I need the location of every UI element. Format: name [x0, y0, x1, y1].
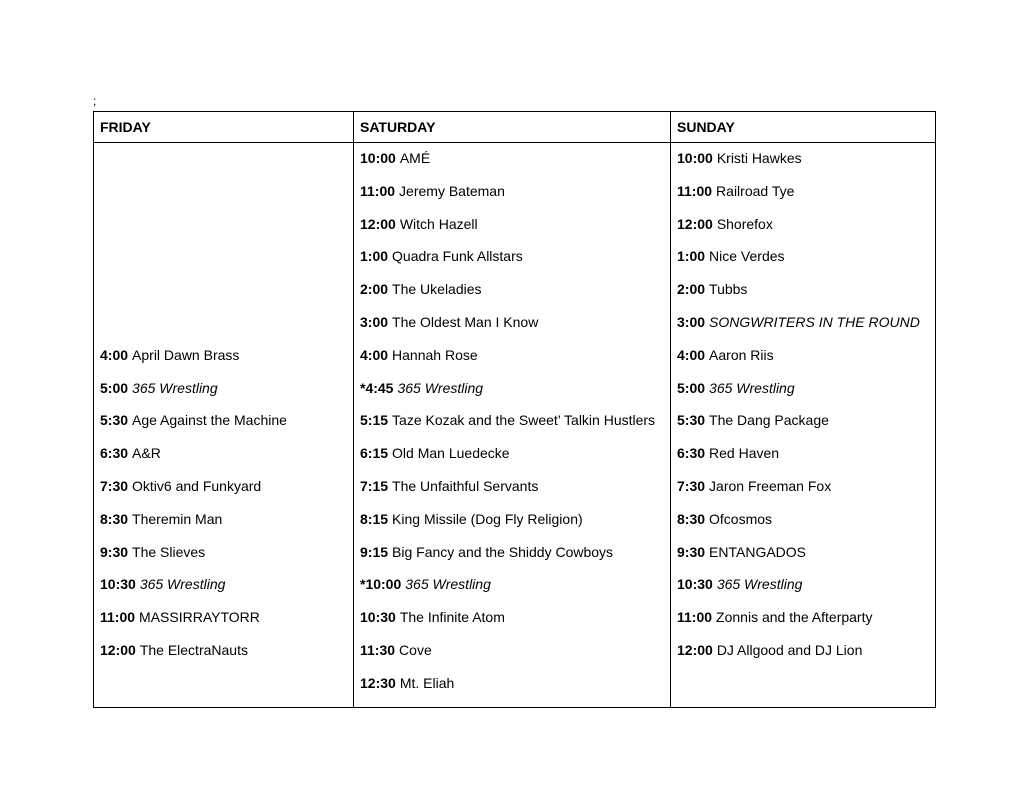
slot-act: Railroad Tye: [716, 182, 795, 199]
schedule-slot: [100, 346, 347, 379]
slot-time: *10:00: [360, 576, 402, 593]
slot-time: 12:00: [677, 641, 713, 658]
slot-act: Tubbs: [709, 281, 748, 298]
slot-act: A&R: [132, 445, 161, 462]
slot-act: Taze Kozak and the Sweet’ Talkin Hustlers: [392, 412, 656, 429]
slot-act: Ofcosmos: [709, 510, 773, 527]
slot-time: 10:30: [100, 576, 136, 593]
slot-time: 10:30: [360, 609, 396, 626]
friday-column: [94, 143, 354, 708]
schedule-slot: [360, 247, 664, 280]
schedule-slot: [677, 346, 929, 379]
schedule-slot: [100, 411, 347, 444]
schedule-slot: [360, 510, 664, 543]
schedule-slot: [360, 182, 664, 215]
schedule-slot: [677, 510, 929, 543]
schedule-slot: [360, 313, 664, 346]
slot-time: 5:00: [100, 379, 129, 396]
schedule-slot: [360, 674, 664, 707]
slot-act: Theremin Man: [132, 510, 223, 527]
schedule-slot: [677, 608, 929, 641]
slot-act: King Missile (Dog Fly Religion): [392, 510, 583, 527]
slot-act: Big Fancy and the Shiddy Cowboys: [392, 543, 614, 560]
schedule-body-row: [94, 143, 936, 708]
slot-act: The Slieves: [132, 543, 206, 560]
schedule-slot: [677, 280, 929, 313]
slot-time: *4:45: [360, 379, 394, 396]
slot-time: 12:30: [360, 674, 396, 691]
slot-time: 5:15: [360, 412, 389, 429]
slot-time: 1:00: [677, 248, 706, 265]
slot-time: 6:30: [677, 445, 706, 462]
festival-schedule-table: [93, 111, 936, 708]
slot-act: 365 Wrestling: [716, 576, 803, 593]
slot-act: MASSIRRAYTORR: [139, 609, 260, 626]
slot-time: 10:30: [677, 576, 713, 593]
slot-time: 6:30: [100, 445, 129, 462]
slot-act: Oktiv6 and Funkyard: [132, 477, 262, 494]
header-sunday: SUNDAY: [671, 112, 936, 143]
schedule-slot: [677, 575, 929, 608]
slot-act: Mt. Eliah: [399, 674, 455, 691]
slot-act: Jaron Freeman Fox: [709, 477, 832, 494]
slot-act: 365 Wrestling: [405, 576, 491, 593]
slot-time: 4:00: [100, 346, 129, 363]
slot-time: 12:00: [360, 215, 396, 232]
schedule-slot: [100, 379, 347, 412]
slot-act: Quadra Funk Allstars: [392, 248, 523, 265]
slot-time: 9:30: [677, 543, 706, 560]
friday-slot-list: [100, 143, 347, 707]
schedule-slot: [677, 641, 929, 674]
header-saturday: SATURDAY: [354, 112, 671, 143]
slot-act: The Ukeladies: [392, 281, 482, 298]
header-row: [94, 112, 936, 143]
schedule-slot: [677, 215, 929, 248]
slot-time: 6:15: [360, 445, 389, 462]
saturday-column: [354, 143, 671, 708]
slot-act: Aaron Riis: [709, 346, 774, 363]
slot-time: 3:00: [360, 313, 389, 330]
slot-act: ENTANGADOS: [709, 543, 807, 560]
slot-act: April Dawn Brass: [132, 346, 240, 363]
slot-time: 8:30: [677, 510, 706, 527]
schedule-slot: [360, 444, 664, 477]
slot-time: 4:00: [360, 346, 389, 363]
slot-act: Witch Hazell: [399, 215, 478, 232]
schedule-slot: [677, 182, 929, 215]
slot-time: 9:30: [100, 543, 129, 560]
schedule-slot: [100, 510, 347, 543]
slot-time: 11:00: [677, 182, 713, 199]
slot-time: 1:00: [360, 248, 389, 265]
slot-act: 365 Wrestling: [139, 576, 226, 593]
schedule-slot: [100, 477, 347, 510]
slot-time: 10:00: [677, 150, 713, 166]
slot-time: 10:00: [360, 150, 396, 166]
slot-act: 365 Wrestling: [709, 379, 795, 396]
slot-time: 11:00: [677, 609, 713, 626]
schedule-slot: [677, 543, 929, 576]
schedule-slot: [677, 313, 929, 346]
schedule-slot: [677, 149, 929, 182]
slot-time: 8:15: [360, 510, 389, 527]
schedule-slot: [360, 543, 664, 576]
schedule-slot: [360, 215, 664, 248]
slot-act: SONGWRITERS IN THE ROUND: [709, 313, 920, 330]
slot-time: 5:30: [677, 412, 706, 429]
slot-time: 4:00: [677, 346, 706, 363]
slot-time: 5:30: [100, 412, 129, 429]
slot-time: 2:00: [677, 281, 706, 298]
slot-act: The Infinite Atom: [399, 609, 505, 626]
slot-time: 12:00: [100, 641, 136, 658]
slot-act: Old Man Luedecke: [392, 445, 510, 462]
slot-act: AMÉ: [399, 150, 431, 166]
slot-time: 8:30: [100, 510, 129, 527]
slot-act: The Unfaithful Servants: [392, 477, 539, 494]
slot-time: 7:30: [677, 477, 706, 494]
schedule-slot: [100, 543, 347, 576]
slot-act: DJ Allgood and DJ Lion: [716, 641, 863, 658]
schedule-slot: [360, 346, 664, 379]
schedule-slot: [360, 575, 664, 608]
sunday-slot-list: [677, 143, 929, 707]
schedule-slot: [100, 575, 347, 608]
schedule-slot: [677, 444, 929, 477]
sunday-column: [671, 143, 936, 708]
slot-time: 5:00: [677, 379, 706, 396]
slot-time: 12:00: [677, 215, 713, 232]
slot-act: The Dang Package: [709, 412, 829, 429]
schedule-slot: [360, 608, 664, 641]
schedule-slot: [100, 608, 347, 641]
slot-act: Zonnis and the Afterparty: [716, 609, 873, 626]
slot-act: Age Against the Machine: [132, 412, 287, 429]
stray-semicolon: ;: [93, 94, 97, 108]
slot-act: Cove: [399, 641, 432, 658]
schedule-slot: [677, 379, 929, 412]
slot-act: Kristi Hawkes: [716, 150, 802, 166]
slot-time: 3:00: [677, 313, 706, 330]
slot-time: 11:00: [100, 609, 136, 626]
header-friday: FRIDAY: [94, 112, 354, 143]
slot-act: Hannah Rose: [392, 346, 478, 363]
slot-time: 11:30: [360, 641, 396, 658]
schedule-slot: [360, 149, 664, 182]
slot-act: 365 Wrestling: [132, 379, 218, 396]
schedule-slot: [360, 641, 664, 674]
slot-time: 9:15: [360, 543, 389, 560]
schedule-slot: [677, 477, 929, 510]
slot-act: The Oldest Man I Know: [392, 313, 539, 330]
schedule-slot: [360, 477, 664, 510]
slot-act: Red Haven: [709, 445, 780, 462]
schedule-slot: [360, 379, 664, 412]
slot-act: Nice Verdes: [709, 248, 785, 265]
schedule-slot: [360, 411, 664, 444]
schedule-slot: [360, 280, 664, 313]
slot-time: 7:15: [360, 477, 389, 494]
slot-time: 7:30: [100, 477, 129, 494]
slot-act: Shorefox: [716, 215, 773, 232]
schedule-slot: [677, 411, 929, 444]
schedule-slot: [100, 641, 347, 674]
slot-act: 365 Wrestling: [397, 379, 484, 396]
slot-act: The ElectraNauts: [139, 641, 248, 658]
slot-act: Jeremy Bateman: [399, 182, 505, 199]
schedule-slot: [677, 247, 929, 280]
saturday-slot-list: [360, 143, 664, 707]
slot-time: 2:00: [360, 281, 389, 298]
schedule-slot: [100, 444, 347, 477]
slot-time: 11:00: [360, 182, 396, 199]
